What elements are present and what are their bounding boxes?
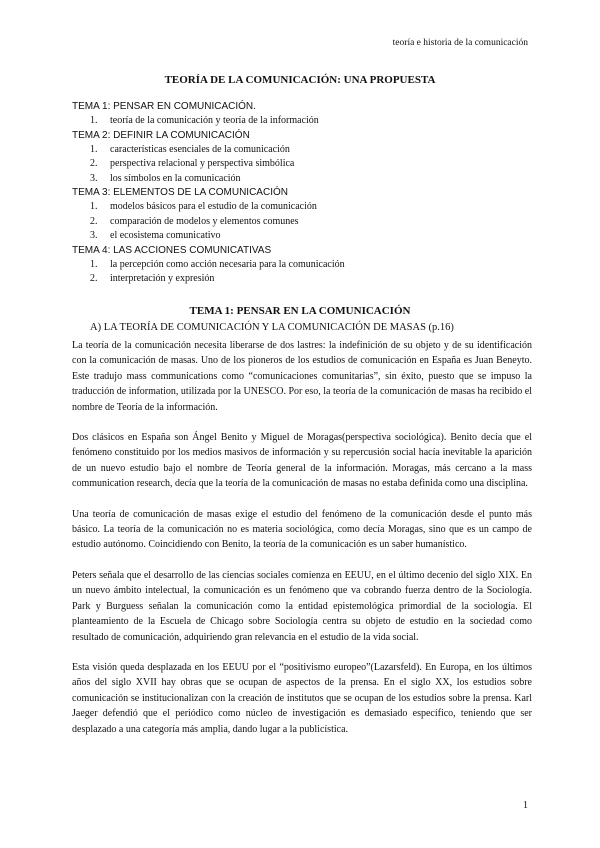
toc-item — [72, 200, 532, 215]
toc-item-number: 1. — [90, 201, 98, 212]
toc-item-text: modelos básicos para el estudio de la comunicación — [110, 201, 317, 212]
paragraph-2: Dos clásicos en España son Ángel Benito y Miguel de Moragas(perspectiva sociológica). Benito decía que el fenómeno constituido por los medios masivos de información y su repercusión social hacía inevitable la aparición de un nuevo estudio bajo el nombre de Teoría general de la información. Moragas, más cercano a la mass communication research, decía que la teoría de la comunicación de masas no estaba definida como una disciplina. — [72, 432, 532, 490]
toc-item — [72, 157, 532, 172]
body-text — [72, 338, 532, 752]
toc-theme-4: TEMA 4: LAS ACCIONES COMUNICATIVAS — [72, 244, 272, 256]
toc-item — [72, 258, 532, 273]
toc-item — [72, 215, 532, 230]
toc-item-number: 1. — [90, 143, 98, 155]
toc-theme-2: TEMA 2: DEFINIR LA COMUNICACIÓN — [72, 129, 250, 141]
toc-item-number: 1. — [90, 115, 98, 126]
toc-item-text: características esenciales de la comunicación — [110, 143, 290, 155]
paragraph-3: Una teoría de comunicación de masas exige el estudio del fenómeno de la comunicación desde el punto más básico. La teoría de la comunicación no es materia sociológica, como decía Moragas, sino que es un campo de estudio autónomo. Coincidiendo con Benito, la teoría de la comunicación es un saber humanístico. — [72, 508, 532, 551]
document-title: TEORÍA DE LA COMUNICACIÓN: UNA PROPUESTA — [164, 74, 436, 86]
toc-item-text: la percepción como acción necesaria para la comunicación — [110, 258, 345, 270]
toc-item — [72, 143, 532, 158]
section-title: TEMA 1: PENSAR EN LA COMUNICACIÓN — [189, 305, 411, 317]
toc-item-text: teoría de la comunicación y teoría de la información — [110, 115, 319, 126]
toc-item — [72, 272, 532, 287]
paragraph-4: Peters señala que el desarrollo de las ciencias sociales comienza en EEUU, en el último decenio del siglo XIX. En un nuevo ámbito intelectual, la comunicación es un fenómeno que va cobrando fuerza dentro de la Sociología. Park y Burguess señalan la comunicación como la entidad epistemológica primordial de la sociología. El planteamiento de la Escuela de Chicago sobre Sociología centra su objeto de estudio en la sociedad como resultado de comunicación, adquiriendo gran relevancia en el estudio de la vida social. — [72, 569, 532, 643]
toc-theme-1: TEMA 1: PENSAR EN COMUNICACIÓN. — [72, 101, 256, 112]
toc-item — [72, 229, 532, 244]
toc-item-number: 1. — [90, 258, 98, 270]
toc-item-number: 2. — [90, 273, 98, 284]
page-number: 1 — [523, 800, 528, 811]
toc-item-text: comparación de modelos y elementos comunes — [110, 215, 299, 227]
toc-item — [72, 172, 532, 187]
paragraph-1: La teoría de la comunicación necesita liberarse de dos lastres: la indefinición de su objeto y de su identificación con la comunicación de masas. Uno de los pioneros de los estudios de comunicación en España es Juan Beneyto. Este tradujo mass communications como “comunicaciones comunitarias”, sin éxito, puesto que se impuso la traducción de information, utilizada por la UNESCO. Por eso, la teoría de la comunicación de masas ha recibido el nombre de Teoría de la información. — [72, 340, 532, 413]
paragraph-5: Esta visión queda desplazada en los EEUU por el “positivismo europeo”(Lazarsfeld). En Europa, en los últimos años del siglo XVII hay obras que se ocupan de aspectos de la prensa. En el siglo XX, los estudios sobre comunicación se institucionalizan con la creación de institutos que se ocupan de los estudios sobre la prensa. Karl Jaeger defendió que el periódico como núcleo de investigación es demasiado específico, teniendo que ser desplazado a una categoría más amplia, dando lugar a la publicística. — [72, 661, 532, 735]
toc-item-number: 3. — [90, 172, 98, 184]
table-of-contents — [72, 100, 532, 287]
toc-item-number: 2. — [90, 158, 98, 169]
toc-theme-3: TEMA 3: ELEMENTOS DE LA COMUNICACIÓN — [72, 187, 288, 198]
toc-item-number: 2. — [90, 215, 98, 227]
toc-item-number: 3. — [90, 230, 98, 241]
running-head: teoría e historia de la comunicación — [392, 38, 528, 48]
toc-item-text: el ecosistema comunicativo — [110, 230, 221, 241]
toc-item-text: perspectiva relacional y perspectiva simbólica — [110, 158, 295, 169]
toc-item-text: los símbolos en la comunicación — [110, 172, 241, 184]
subsection-heading: A) LA TEORÍA DE COMUNICACIÓN Y LA COMUNICACIÓN DE MASAS (p.16) — [90, 322, 454, 333]
toc-item — [72, 114, 532, 129]
toc-item-text: interpretación y expresión — [110, 273, 215, 284]
